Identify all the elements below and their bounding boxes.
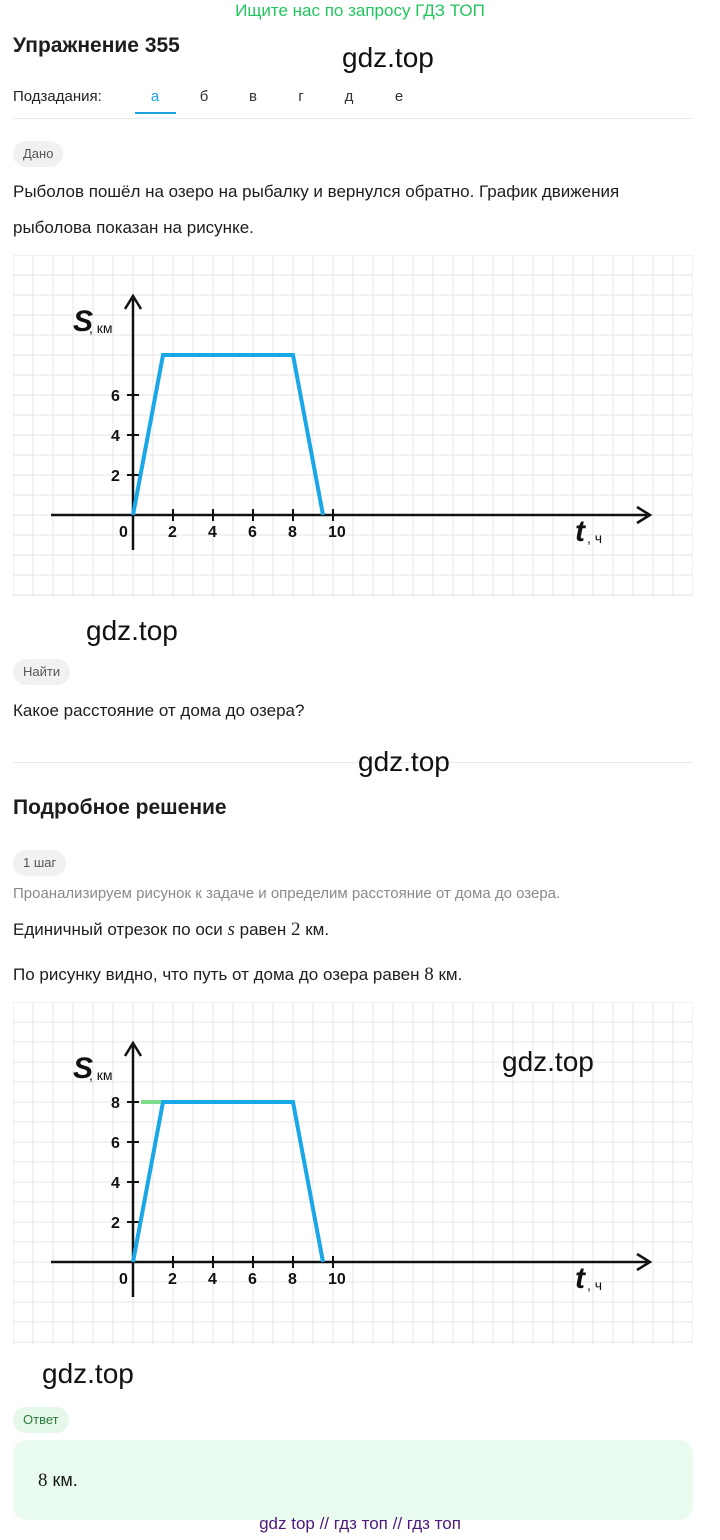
solution-line-2 — [13, 957, 693, 993]
tab-e[interactable]: е — [394, 88, 404, 105]
watermark: gdz.top — [42, 1358, 134, 1389]
line1-var: s — [227, 919, 235, 940]
y-axis-unit: , км — [89, 320, 113, 336]
find-text: Какое расстояние от дома до озера? — [13, 701, 305, 720]
watermark: gdz.top — [342, 42, 434, 73]
y-tick-label: 6 — [111, 1135, 120, 1152]
answer-text — [38, 1470, 78, 1492]
x-axis-unit: , ч — [587, 1277, 603, 1293]
y-axis-label: S — [73, 305, 94, 338]
given-chip: Дано — [13, 141, 63, 167]
x-tick-label: 4 — [208, 1271, 217, 1288]
top-banner: Ищите нас по запросу ГДЗ ТОП — [235, 1, 485, 20]
line2-pre: По рисунку видно, что путь от дома до озера равен — [13, 965, 425, 984]
given-text: Рыболов пошёл на озеро на рыбалку и вернулся обратно. График движения рыболова показан на рисунке. — [13, 182, 620, 237]
x-tick-label: 6 — [248, 1271, 257, 1288]
answer-box — [13, 1440, 693, 1520]
tab-a[interactable]: а — [150, 88, 160, 105]
y-tick-label: 2 — [111, 1215, 120, 1232]
distance-time-chart-1 — [13, 255, 693, 597]
tab-g[interactable]: г — [298, 88, 304, 105]
line1-mid: равен — [234, 920, 291, 939]
x-tick-label: 8 — [288, 524, 297, 541]
active-tab-indicator — [135, 112, 176, 114]
tab-v[interactable]: в — [249, 88, 257, 105]
solution-line-1 — [13, 912, 693, 948]
watermark: gdz.top — [358, 746, 450, 777]
x-tick-label: 0 — [119, 524, 128, 541]
x-tick-label: 2 — [168, 524, 177, 541]
x-tick-label: 2 — [168, 1271, 177, 1288]
x-axis-label: t — [575, 1262, 585, 1295]
y-tick-label: 8 — [111, 1095, 120, 1112]
x-tick-label: 0 — [119, 1271, 128, 1288]
answer-num: 8 — [38, 1470, 48, 1491]
watermark: gdz.top — [502, 1046, 594, 1077]
x-tick-label: 6 — [248, 524, 257, 541]
line2-post: км. — [433, 965, 463, 984]
line1-num: 2 — [290, 919, 301, 940]
line1-post: км. — [300, 920, 330, 939]
find-chip: Найти — [13, 659, 70, 685]
footer-links[interactable]: gdz top // гдз топ // гдз топ — [259, 1514, 461, 1533]
x-tick-label: 8 — [288, 1271, 297, 1288]
x-tick-label: 10 — [328, 1271, 346, 1288]
divider — [13, 118, 693, 119]
answer-chip: Ответ — [13, 1407, 69, 1433]
subtasks-row — [13, 86, 693, 118]
exercise-title: Упражнение 355 — [13, 34, 180, 57]
x-tick-label: 4 — [208, 524, 217, 541]
line2-num: 8 — [424, 964, 434, 985]
tab-b[interactable]: б — [199, 88, 209, 105]
step-chip: 1 шаг — [13, 850, 66, 876]
y-tick-label: 4 — [111, 428, 120, 445]
divider — [13, 762, 693, 763]
step-intro: Проанализируем рисунок к задаче и определим расстояние от дома до озера. — [13, 885, 561, 902]
y-tick-label: 6 — [111, 388, 120, 405]
y-axis-label: S — [73, 1052, 94, 1085]
x-tick-label: 10 — [328, 524, 346, 541]
y-axis-unit: , км — [89, 1067, 113, 1083]
y-tick-label: 4 — [111, 1175, 120, 1192]
tab-d[interactable]: д — [344, 88, 354, 105]
x-axis-label: t — [575, 515, 585, 548]
x-axis-unit: , ч — [587, 530, 603, 546]
answer-unit: км. — [47, 1470, 78, 1490]
line1-pre: Единичный отрезок по оси — [13, 920, 228, 939]
watermark: gdz.top — [86, 615, 178, 646]
solution-title: Подробное решение — [13, 796, 227, 819]
y-tick-label: 2 — [111, 468, 120, 485]
subtasks-label: Подзадания: — [13, 88, 102, 105]
